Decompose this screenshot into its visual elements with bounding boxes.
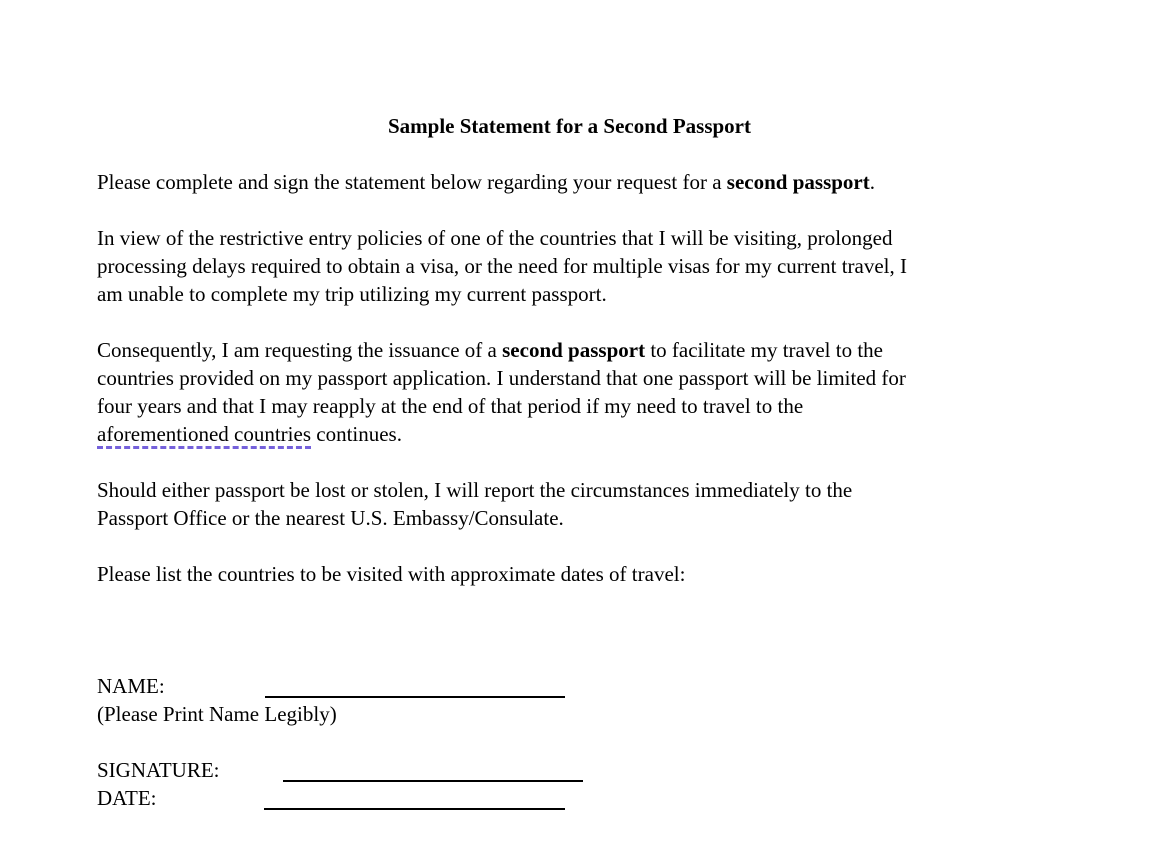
text-run: to facilitate my travel to the xyxy=(645,338,883,362)
document-title: Sample Statement for a Second Passport xyxy=(387,114,751,138)
text-run: four years and that I may reapply at the end of that period if my need to travel to the xyxy=(97,394,804,418)
grammar-suggestion-underline[interactable]: aforementioned countries xyxy=(97,422,311,449)
text-line xyxy=(97,224,1042,252)
date-label: DATE: xyxy=(97,786,157,810)
text-run: second passport xyxy=(502,338,646,362)
text-line xyxy=(97,392,1042,420)
name-row xyxy=(97,672,1042,700)
text-line xyxy=(97,476,1042,504)
print-name-hint: (Please Print Name Legibly) xyxy=(97,702,337,726)
text-run: Please list the countries to be visited with approximate dates of travel: xyxy=(97,562,686,586)
text-run: am unable to complete my trip utilizing my current passport. xyxy=(97,282,607,306)
text-run: countries provided on my passport application. I understand that one passport will be limited for xyxy=(97,366,906,390)
text-run: second passport xyxy=(726,170,870,194)
text-run: Passport Office or the nearest U.S. Embassy/Consulate. xyxy=(97,506,564,530)
text-line xyxy=(97,420,1042,448)
text-line xyxy=(97,280,1042,308)
name-label: NAME: xyxy=(97,674,165,698)
text-line xyxy=(97,336,1042,364)
text-run: Consequently, I am requesting the issuance of a xyxy=(97,338,503,362)
paragraph-lost-stolen xyxy=(97,476,1042,532)
paragraph-restrictive-policies xyxy=(97,224,1042,308)
name-fill-line xyxy=(265,672,565,698)
text-line xyxy=(97,252,1042,280)
paragraph-list-countries xyxy=(97,560,1042,588)
signature-row xyxy=(97,756,1042,784)
text-line xyxy=(97,560,1042,588)
text-run: Should either passport be lost or stolen, I will report the circumstances immediately to the xyxy=(97,478,853,502)
text-line xyxy=(97,504,1042,532)
signature-fill-line xyxy=(283,756,583,782)
signature-label: SIGNATURE: xyxy=(97,758,220,782)
date-row xyxy=(97,784,1042,812)
date-fill-line xyxy=(264,784,565,810)
paragraph-request-intro xyxy=(97,168,1042,196)
text-line xyxy=(97,168,1042,196)
text-line xyxy=(97,364,1042,392)
text-run: In view of the restrictive entry policies of one of the countries that I will be visiting, prolonged xyxy=(97,226,893,250)
text-run: Please complete and sign the statement below regarding your request for a xyxy=(97,170,727,194)
text-run: . xyxy=(869,170,875,194)
document-content xyxy=(97,0,1042,812)
print-name-hint-row xyxy=(97,700,1042,728)
text-run: processing delays required to obtain a visa, or the need for multiple visas for my current travel, I xyxy=(97,254,907,278)
text-run: continues. xyxy=(311,422,402,446)
paragraph-consequently-request xyxy=(97,336,1042,448)
